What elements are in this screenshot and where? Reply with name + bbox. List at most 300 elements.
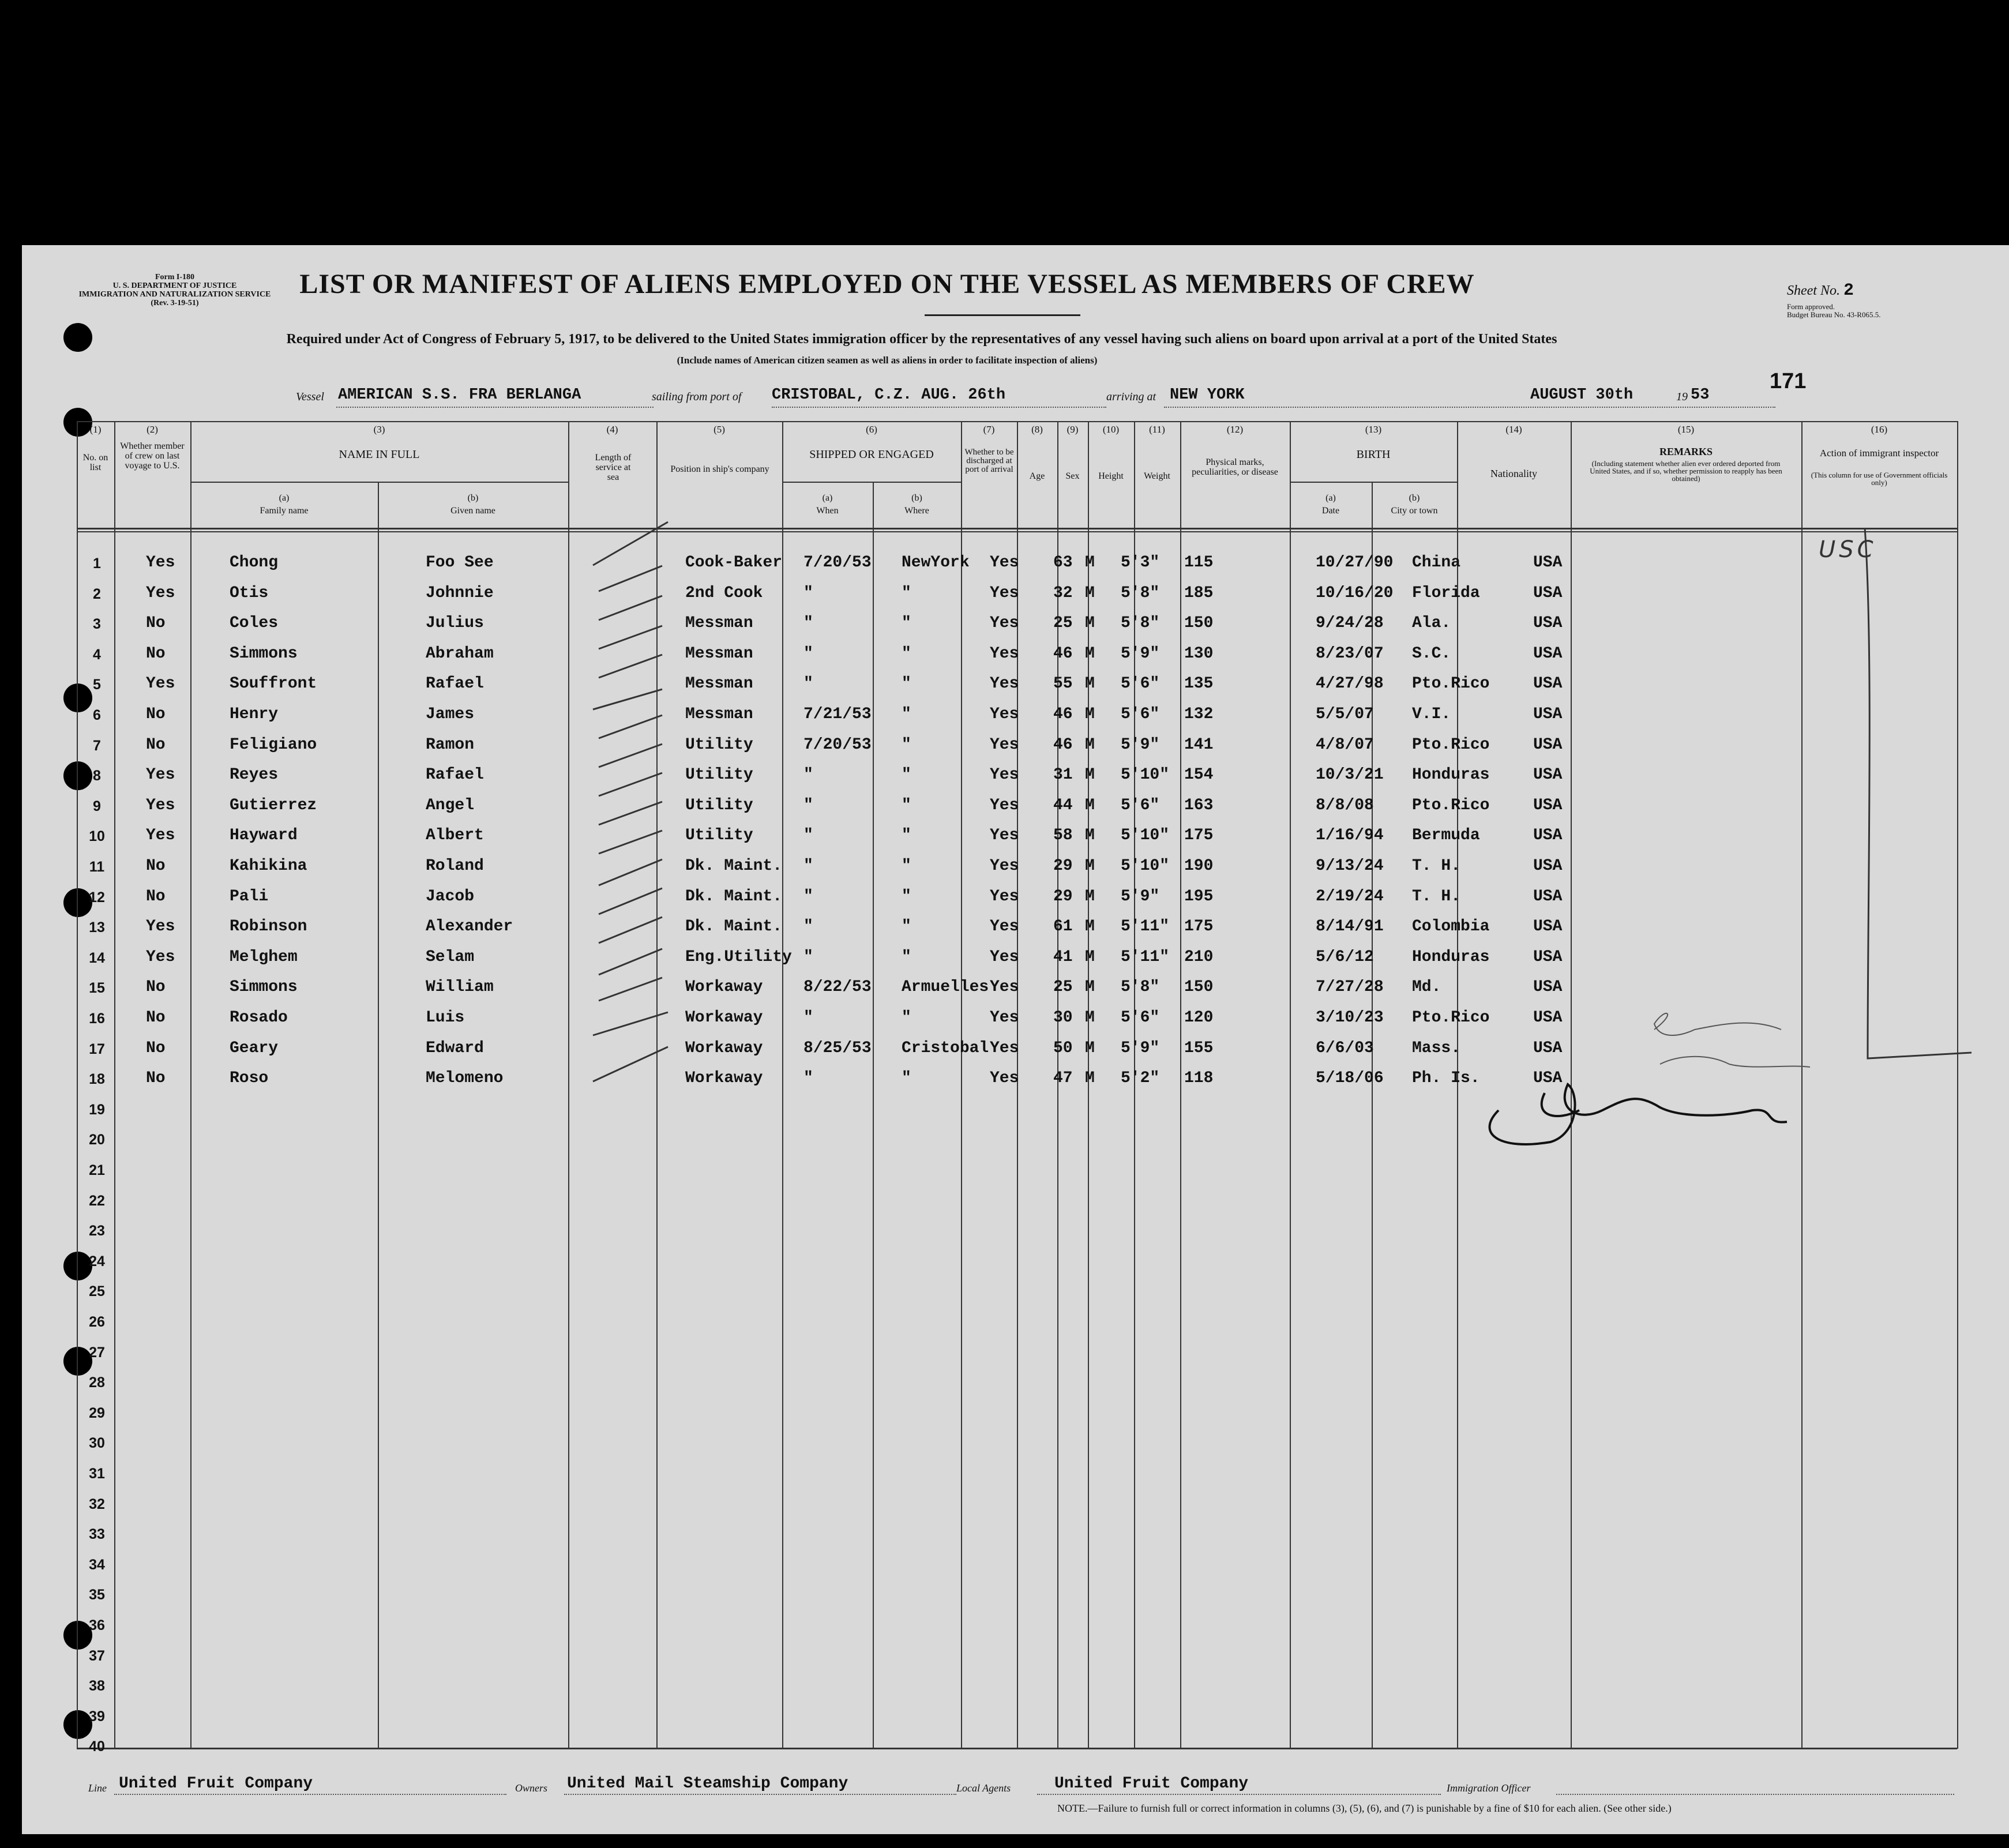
cell-nationality: USA (1533, 948, 1563, 966)
cell-shipped-where: " (902, 887, 911, 906)
cell-discharged: Yes (990, 948, 1019, 966)
cell-sex: M (1085, 675, 1095, 693)
cell-position: Utility (685, 796, 753, 814)
cell-shipped-where: NewYork (902, 554, 970, 572)
cell-discharged: Yes (990, 675, 1019, 693)
cell-nationality: USA (1533, 827, 1563, 845)
agents-dots (1037, 1794, 1441, 1795)
cell-birth-date: 8/23/07 (1316, 644, 1384, 663)
cell-age: 46 (1053, 705, 1073, 723)
col-border (1957, 421, 1958, 1749)
cell-age: 31 (1053, 766, 1073, 784)
cell-prev-voyage: No (146, 644, 166, 663)
cell-shipped-where: " (902, 614, 911, 633)
row-number: 37 (89, 1647, 105, 1664)
cell-birth-place: Bermuda (1412, 827, 1480, 845)
header-sub-a: (a) (279, 493, 290, 503)
cell-given-name: Luis (426, 1009, 465, 1027)
col-border (1372, 482, 1373, 1749)
header-age: Age (1029, 471, 1045, 481)
header-sub-b: (b) (467, 493, 479, 503)
sheet-label: Sheet No. (1787, 283, 1840, 298)
col-border (190, 421, 191, 1749)
cell-shipped-when: " (803, 948, 813, 966)
cell-position: Messman (685, 705, 753, 723)
line-value: United Fruit Company (119, 1775, 313, 1793)
col-border (782, 421, 783, 1749)
cell-position: Workaway (685, 1069, 763, 1088)
cell-sex: M (1085, 644, 1095, 663)
cell-shipped-where: " (902, 584, 911, 602)
cell-discharged: Yes (990, 614, 1019, 633)
cell-family-name: Otis (230, 584, 269, 602)
cell-given-name: Alexander (426, 918, 513, 936)
cell-weight: 135 (1184, 675, 1214, 693)
header-sub-b: (b) (1409, 493, 1420, 503)
officer-dots (1556, 1794, 1954, 1795)
cell-birth-date: 8/14/91 (1316, 918, 1384, 936)
cell-given-name: James (426, 705, 475, 723)
cell-position: Dk. Maint. (685, 887, 783, 906)
cell-family-name: Henry (230, 705, 279, 723)
form-subtitle-2: (Include names of American citizen seamen as well as aliens in order to facilitate inspection of aliens) (677, 355, 1098, 366)
header-sub-b: (b) (911, 493, 922, 503)
colnum-12: (12) (1226, 424, 1244, 435)
cell-shipped-when: " (803, 675, 813, 693)
cell-shipped-when: " (803, 857, 813, 875)
cell-shipped-when: " (803, 584, 813, 602)
cell-shipped-where: " (902, 766, 911, 784)
manifest-sheet (22, 245, 2009, 1834)
header-remarks-note: (Including statement whether alien ever ordered deported from United States, and if so, whether permission to reapply has been obtained) (1590, 459, 1782, 483)
cell-discharged: Yes (990, 857, 1019, 875)
cell-family-name: Feligiano (230, 735, 317, 754)
line-label: Line (88, 1782, 107, 1794)
cell-sex: M (1085, 554, 1095, 572)
cell-sex: M (1085, 857, 1095, 875)
header-height: Height (1098, 471, 1124, 481)
cell-position: Utility (685, 766, 753, 784)
cell-position: Messman (685, 675, 753, 693)
cell-birth-date: 6/6/03 (1316, 1039, 1374, 1057)
cell-weight: 195 (1184, 887, 1214, 906)
service: IMMIGRATION AND NATURALIZATION SERVICE (78, 290, 271, 299)
row-number: 22 (89, 1192, 105, 1209)
row-number: 15 (89, 980, 105, 997)
cell-prev-voyage: Yes (146, 675, 175, 693)
form-title: LIST OR MANIFEST OF ALIENS EMPLOYED ON THE VESSEL AS MEMBERS OF CREW (299, 269, 1475, 299)
cell-given-name: Abraham (426, 644, 494, 663)
cell-height: 5'6" (1121, 705, 1160, 723)
cell-prev-voyage: No (146, 1039, 166, 1057)
cell-family-name: Souffront (230, 675, 317, 693)
colnum-13: (13) (1365, 424, 1382, 435)
punch-hole (63, 323, 92, 352)
cell-birth-place: Ala. (1412, 614, 1451, 633)
header-birth-date: Date (1321, 506, 1340, 516)
cell-birth-date: 5/5/07 (1316, 705, 1374, 723)
cell-shipped-when: " (803, 614, 813, 633)
header-birth: BIRTH (1356, 448, 1391, 461)
row-number: 18 (89, 1071, 105, 1088)
cell-prev-voyage: No (146, 887, 166, 906)
cell-shipped-where: " (902, 705, 911, 723)
cell-family-name: Chong (230, 554, 279, 572)
title-rule (925, 314, 1080, 316)
header-physical-marks: Physical marks, peculiarities, or disease (1192, 457, 1278, 477)
cell-sex: M (1085, 766, 1095, 784)
header-inspector-note: (This column for use of Government officials only) (1811, 471, 1948, 487)
cell-birth-place: China (1412, 554, 1461, 572)
cell-prev-voyage: No (146, 614, 166, 633)
cell-birth-place: V.I. (1412, 705, 1451, 723)
cell-birth-date: 10/27/90 (1316, 554, 1394, 572)
row-number: 35 (89, 1587, 105, 1603)
cell-shipped-where: " (902, 857, 911, 875)
cell-age: 29 (1053, 887, 1073, 906)
cell-family-name: Pali (230, 887, 269, 906)
row-number: 17 (89, 1041, 105, 1057)
approval-line: Form approved. (1787, 302, 1835, 311)
cell-prev-voyage: Yes (146, 554, 175, 572)
cell-sex: M (1085, 705, 1095, 723)
cell-height: 5'10" (1121, 827, 1170, 845)
cell-birth-place: Pto.Rico (1412, 735, 1490, 754)
cell-nationality: USA (1533, 887, 1563, 906)
row-number: 1 (93, 555, 101, 572)
cell-position: Messman (685, 614, 753, 633)
year-prefix: 19 (1676, 390, 1688, 403)
sub-header-rule (190, 482, 568, 483)
cell-position: Messman (685, 644, 753, 663)
cell-birth-date: 7/27/28 (1316, 978, 1384, 997)
cell-prev-voyage: Yes (146, 918, 175, 936)
cell-discharged: Yes (990, 1069, 1019, 1088)
cell-sex: M (1085, 614, 1095, 633)
cell-shipped-when: " (803, 796, 813, 814)
cell-sex: M (1085, 827, 1095, 845)
page-number: 171 (1770, 369, 1807, 393)
cell-given-name: Rafael (426, 675, 484, 693)
col-border (873, 482, 874, 1749)
colnum-5: (5) (714, 424, 725, 435)
vessel-label: Vessel (296, 390, 324, 403)
header-name-in-full: NAME IN FULL (339, 448, 420, 461)
cell-shipped-when: 7/20/53 (803, 554, 872, 572)
cell-sex: M (1085, 1009, 1095, 1027)
cell-age: 46 (1053, 735, 1073, 754)
cell-birth-place: Ph. Is. (1412, 1069, 1480, 1088)
cell-prev-voyage: No (146, 978, 166, 997)
cell-position: Cook-Baker (685, 554, 783, 572)
department: U. S. DEPARTMENT OF JUSTICE (112, 281, 237, 290)
cell-sex: M (1085, 918, 1095, 936)
col-border (1290, 421, 1291, 1749)
colnum-11: (11) (1149, 424, 1165, 435)
cell-prev-voyage: Yes (146, 584, 175, 602)
cell-discharged: Yes (990, 766, 1019, 784)
cell-sex: M (1085, 887, 1095, 906)
cell-position: Workaway (685, 978, 763, 997)
row-number: 6 (93, 707, 101, 723)
cell-sex: M (1085, 978, 1095, 997)
cell-nationality: USA (1533, 735, 1563, 754)
cell-shipped-when: 7/21/53 (803, 705, 872, 723)
row-number: 36 (89, 1617, 105, 1633)
sailing-from: CRISTOBAL, C.Z. AUG. 26th (772, 386, 1006, 404)
cell-given-name: Angel (426, 796, 475, 814)
cell-age: 44 (1053, 796, 1073, 814)
cell-age: 32 (1053, 584, 1073, 602)
arriving-dots (1164, 407, 1775, 408)
cell-weight: 154 (1184, 766, 1214, 784)
row-number: 24 (89, 1253, 105, 1269)
cell-age: 46 (1053, 644, 1073, 663)
cell-height: 5'3" (1121, 554, 1160, 572)
colnum-6: (6) (866, 424, 877, 435)
cell-nationality: USA (1533, 766, 1563, 784)
col-border (568, 421, 569, 1749)
cell-birth-date: 2/19/24 (1316, 887, 1384, 906)
cell-shipped-when: " (803, 887, 813, 906)
cell-nationality: USA (1533, 857, 1563, 875)
sailing-dots (772, 407, 1106, 408)
cell-family-name: Reyes (230, 766, 279, 784)
cell-weight: 175 (1184, 918, 1214, 936)
approval-note (1787, 303, 1880, 319)
row-number: 12 (89, 889, 105, 906)
cell-given-name: Rafael (426, 766, 484, 784)
cell-prev-voyage: No (146, 705, 166, 723)
vessel-name: AMERICAN S.S. FRA BERLANGA (338, 386, 581, 404)
row-number: 26 (89, 1314, 105, 1330)
cell-weight: 130 (1184, 644, 1214, 663)
cell-shipped-when: " (803, 1009, 813, 1027)
col-border (1571, 421, 1572, 1749)
cell-birth-place: Pto.Rico (1412, 796, 1490, 814)
cell-given-name: Melomeno (426, 1069, 504, 1088)
cell-birth-date: 4/27/98 (1316, 675, 1384, 693)
row-number: 40 (89, 1738, 105, 1755)
cell-prev-voyage: No (146, 857, 166, 875)
col-border (961, 421, 962, 1749)
sub-header-rule (782, 482, 961, 483)
header-inspector-action: Action of immigrant inspector (1819, 448, 1939, 459)
row-number: 11 (89, 859, 105, 875)
header-where: Where (904, 506, 929, 516)
cell-discharged: Yes (990, 918, 1019, 936)
cell-height: 5'9" (1121, 1039, 1160, 1057)
cell-shipped-where: " (902, 1009, 911, 1027)
cell-shipped-where: " (902, 796, 911, 814)
header-remarks: REMARKS (1659, 446, 1713, 457)
cell-height: 5'8" (1121, 584, 1160, 602)
colnum-4: (4) (606, 424, 618, 435)
cell-discharged: Yes (990, 644, 1019, 663)
cell-nationality: USA (1533, 1009, 1563, 1027)
cell-shipped-where: " (902, 827, 911, 845)
arriving-at: NEW YORK (1170, 386, 1245, 404)
year: 53 (1691, 386, 1710, 404)
colnum-15: (15) (1677, 424, 1695, 435)
vessel-dots (336, 407, 654, 408)
cell-birth-date: 10/16/20 (1316, 584, 1394, 602)
cell-discharged: Yes (990, 1009, 1019, 1027)
cell-shipped-when: 8/22/53 (803, 978, 872, 997)
cell-height: 5'9" (1121, 735, 1160, 754)
cell-birth-place: Md. (1412, 978, 1441, 997)
colnum-9: (9) (1067, 424, 1079, 435)
cell-family-name: Hayward (230, 827, 298, 845)
cell-birth-place: Mass. (1412, 1039, 1461, 1057)
row-number: 10 (89, 828, 105, 845)
cell-shipped-where: Armuelles (902, 978, 989, 997)
row-number: 21 (89, 1162, 105, 1178)
cell-age: 25 (1053, 978, 1073, 997)
cell-family-name: Simmons (230, 978, 298, 997)
cell-birth-date: 8/8/08 (1316, 796, 1374, 814)
cell-birth-date: 9/13/24 (1316, 857, 1384, 875)
cell-weight: 150 (1184, 978, 1214, 997)
header-length-of-service: Length of service at sea (595, 453, 632, 482)
header-when: When (816, 506, 839, 516)
cell-height: 5'8" (1121, 614, 1160, 633)
colnum-1: (1) (89, 424, 102, 435)
header-shipped-engaged: SHIPPED OR ENGAGED (809, 448, 934, 461)
cell-age: 61 (1053, 918, 1073, 936)
colnum-2: (2) (147, 424, 158, 435)
cell-prev-voyage: Yes (146, 948, 175, 966)
cell-nationality: USA (1533, 1039, 1563, 1057)
cell-prev-voyage: No (146, 1069, 166, 1088)
owners-value: United Mail Steamship Company (567, 1775, 848, 1793)
cell-birth-place: Honduras (1412, 766, 1490, 784)
cell-weight: 163 (1184, 796, 1214, 814)
row-number: 39 (89, 1708, 105, 1725)
cell-birth-place: Honduras (1412, 948, 1490, 966)
cell-age: 30 (1053, 1009, 1073, 1027)
col-border (77, 421, 78, 1749)
cell-given-name: William (426, 978, 494, 997)
cell-weight: 210 (1184, 948, 1214, 966)
cell-position: Dk. Maint. (685, 857, 783, 875)
row-number: 29 (89, 1404, 105, 1421)
cell-nationality: USA (1533, 1069, 1563, 1088)
cell-family-name: Rosado (230, 1009, 288, 1027)
cell-height: 5'9" (1121, 887, 1160, 906)
cell-position: Utility (685, 735, 753, 754)
cell-birth-date: 3/10/23 (1316, 1009, 1384, 1027)
colnum-14: (14) (1505, 424, 1522, 435)
cell-sex: M (1085, 735, 1095, 754)
cell-age: 50 (1053, 1039, 1073, 1057)
row-number: 34 (89, 1556, 105, 1573)
header-nationality: Nationality (1490, 468, 1537, 479)
cell-weight: 132 (1184, 705, 1214, 723)
cell-birth-place: Colombia (1412, 918, 1490, 936)
cell-height: 5'6" (1121, 1009, 1160, 1027)
colnum-10: (10) (1102, 424, 1120, 435)
owners-dots (564, 1794, 956, 1795)
header-sex: Sex (1065, 471, 1080, 481)
cell-birth-place: Florida (1412, 584, 1480, 602)
colnum-7: (7) (983, 424, 995, 435)
cell-given-name: Albert (426, 827, 484, 845)
cell-birth-place: Pto.Rico (1412, 675, 1490, 693)
cell-sex: M (1085, 584, 1095, 602)
cell-weight: 120 (1184, 1009, 1214, 1027)
cell-height: 5'9" (1121, 644, 1160, 663)
cell-height: 5'10" (1121, 766, 1170, 784)
cell-height: 5'11" (1121, 918, 1170, 936)
cell-age: 29 (1053, 857, 1073, 875)
col-border (378, 482, 379, 1749)
cell-shipped-when: " (803, 1069, 813, 1088)
cell-position: Dk. Maint. (685, 918, 783, 936)
cell-sex: M (1085, 1069, 1095, 1088)
immigration-officer-label: Immigration Officer (1447, 1782, 1531, 1794)
cell-shipped-where: " (902, 1069, 911, 1088)
sub-header-rule (1290, 482, 1457, 483)
row-number: 16 (89, 1011, 105, 1027)
owners-label: Owners (515, 1782, 548, 1794)
cell-given-name: Edward (426, 1039, 484, 1057)
header-position: Position in ship's company (670, 464, 769, 474)
sheet-value: 2 (1843, 281, 1854, 301)
row-number: 30 (89, 1435, 105, 1452)
cell-weight: 175 (1184, 827, 1214, 845)
row-number: 5 (93, 677, 101, 693)
cell-age: 41 (1053, 948, 1073, 966)
row-number: 20 (89, 1132, 105, 1148)
header-sub-a: (a) (822, 493, 833, 503)
cell-shipped-where: " (902, 918, 911, 936)
cell-position: Workaway (685, 1009, 763, 1027)
cell-nationality: USA (1533, 644, 1563, 663)
colnum-3: (3) (373, 424, 385, 435)
cell-age: 25 (1053, 614, 1073, 633)
form-number: Form I-180 (155, 273, 195, 281)
cell-discharged: Yes (990, 705, 1019, 723)
cell-discharged: Yes (990, 735, 1019, 754)
cell-shipped-where: Cristobal (902, 1039, 989, 1057)
cell-discharged: Yes (990, 827, 1019, 845)
header-discharged: Whether to be discharged at port of arrival (964, 448, 1014, 474)
cell-birth-date: 10/3/21 (1316, 766, 1384, 784)
revision: (Rev. 3-19-51) (151, 299, 199, 307)
cell-discharged: Yes (990, 978, 1019, 997)
header-birth-city: City or town (1391, 506, 1438, 516)
row-number: 27 (89, 1344, 105, 1361)
cell-sex: M (1085, 796, 1095, 814)
cell-given-name: Julius (426, 614, 484, 633)
cell-age: 47 (1053, 1069, 1073, 1088)
cell-shipped-where: " (902, 644, 911, 663)
row-number: 19 (89, 1101, 105, 1118)
inspector-usc-mark: USC (1819, 536, 1877, 563)
cell-height: 5'10" (1121, 857, 1170, 875)
row-number: 8 (93, 768, 101, 784)
cell-shipped-when: 7/20/53 (803, 735, 872, 754)
header-family-name: Family name (260, 506, 309, 516)
row-number: 3 (93, 616, 101, 633)
cell-birth-place: T. H. (1412, 857, 1461, 875)
cell-weight: 115 (1184, 554, 1214, 572)
cell-birth-date: 1/16/94 (1316, 827, 1384, 845)
cell-given-name: Ramon (426, 735, 475, 754)
header-given-name: Given name (450, 506, 495, 516)
cell-weight: 150 (1184, 614, 1214, 633)
